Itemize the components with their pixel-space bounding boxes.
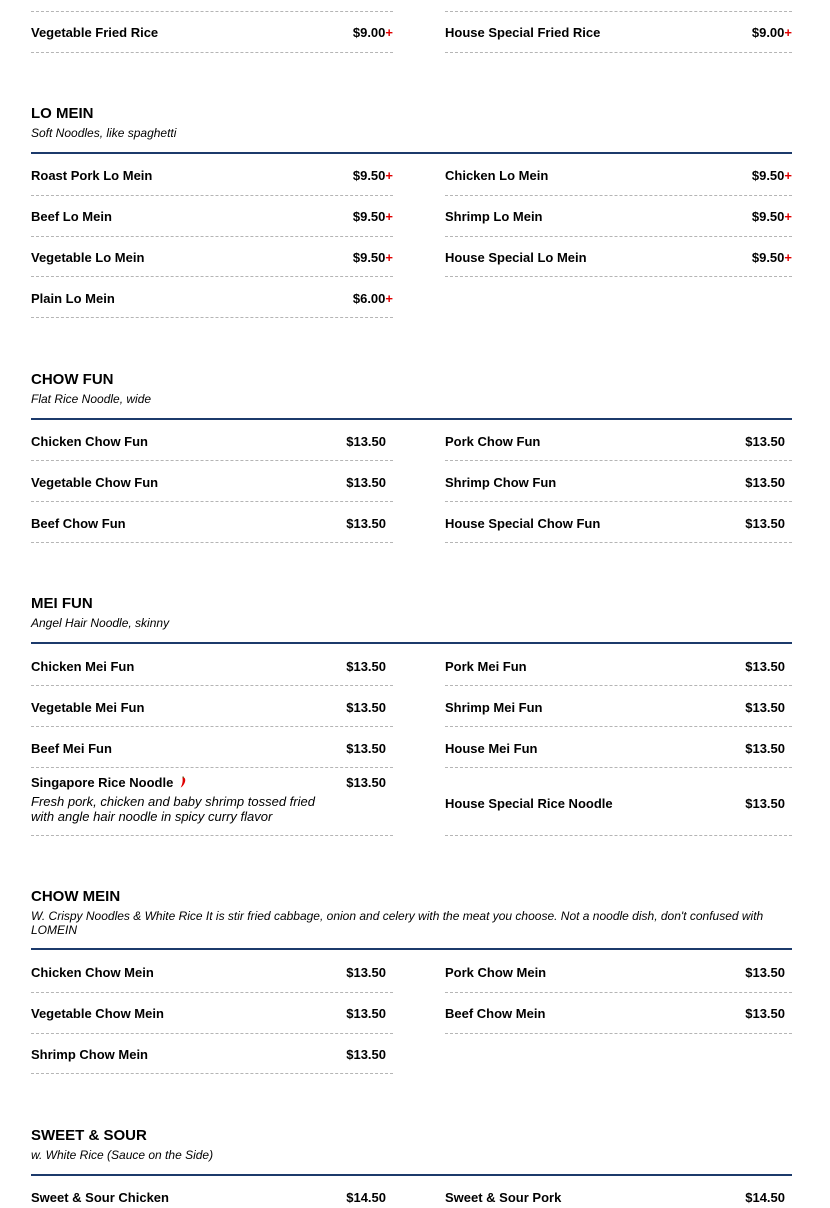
menu-item-price: $13.50	[346, 516, 386, 531]
menu-item[interactable]	[31, 12, 393, 53]
menu-item-name: Beef Chow Fun	[31, 516, 126, 531]
menu-item[interactable]	[445, 12, 792, 53]
menu-item[interactable]	[31, 420, 393, 461]
menu-item-name: Shrimp Mei Fun	[445, 700, 543, 715]
menu-item-name: House Special Lo Mein	[445, 250, 587, 265]
menu-item-price: $14.50	[346, 1190, 386, 1205]
section-subtitle: W. Crispy Noodles & White Rice It is stir fried cabbage, onion and celery with the meat you choose. Not a noodle dish, don't confused with LOMEIN	[31, 909, 764, 937]
section-divider	[31, 642, 792, 644]
menu-item[interactable]	[31, 993, 393, 1034]
menu-item-name: Shrimp Lo Mein	[445, 209, 543, 224]
menu-item[interactable]	[445, 686, 792, 727]
menu-item-name: Vegetable Fried Rice	[31, 25, 159, 40]
menu-item-price: $13.50	[346, 775, 386, 790]
menu-item-price: $13.50	[346, 1006, 386, 1021]
menu-item[interactable]	[31, 277, 393, 318]
menu-item-price: $13.50	[346, 1047, 386, 1062]
section-title: MEI FUN	[31, 595, 93, 612]
menu-item-name: Shrimp Chow Fun	[445, 475, 557, 490]
section-divider	[31, 948, 792, 950]
menu-item-name: Vegetable Chow Fun	[31, 475, 159, 490]
menu-item-name: Pork Chow Mein	[445, 965, 547, 980]
menu-item[interactable]	[445, 196, 792, 237]
menu-item-price: $13.50	[745, 434, 785, 449]
menu-item[interactable]	[31, 645, 393, 686]
menu-item-name: Vegetable Lo Mein	[31, 250, 145, 265]
menu-item[interactable]	[31, 1034, 393, 1074]
menu-item-price: $13.50	[745, 1006, 785, 1021]
menu-item-price: $14.50	[745, 1190, 785, 1205]
menu-item-name: House Special Fried Rice	[445, 25, 601, 40]
menu-item-price: $13.50	[745, 516, 785, 531]
menu-item-price: $13.50	[745, 741, 785, 756]
menu-item-price: $9.50+	[352, 168, 393, 183]
menu-item-price: $9.50+	[751, 168, 792, 183]
menu-item-price: $9.50+	[751, 209, 792, 224]
menu-item-name: Roast Pork Lo Mein	[31, 168, 153, 183]
menu-item[interactable]	[31, 952, 393, 993]
menu-item-price: $13.50	[745, 796, 785, 811]
menu-item[interactable]	[445, 0, 792, 12]
menu-item-name: House Mei Fun	[445, 741, 538, 756]
menu-item-price: $13.50	[745, 475, 785, 490]
section-divider	[31, 152, 792, 154]
menu-item-price: $13.50	[346, 965, 386, 980]
menu-item-name: Chicken Chow Fun	[31, 434, 148, 449]
menu-item[interactable]	[31, 461, 393, 502]
menu-item-name: Singapore Rice Noodle	[31, 775, 187, 790]
menu-item[interactable]	[31, 1177, 393, 1208]
menu-item-price: $13.50	[745, 965, 785, 980]
menu-item-name: House Special Rice Noodle	[445, 796, 613, 811]
menu-item-name: Chicken Mei Fun	[31, 659, 135, 674]
menu-item[interactable]	[445, 993, 792, 1034]
menu-item[interactable]	[31, 0, 393, 12]
menu-item-price: $13.50	[346, 700, 386, 715]
section-subtitle: Soft Noodles, like spaghetti	[31, 126, 177, 140]
section-title: SWEET & SOUR	[31, 1127, 147, 1144]
menu-item[interactable]	[31, 502, 393, 543]
menu-item-name: Plain Lo Mein	[31, 291, 115, 306]
menu-item-price: $13.50	[346, 434, 386, 449]
menu-item-name: Pork Chow Fun	[445, 434, 541, 449]
menu-item[interactable]	[445, 645, 792, 686]
section-divider	[31, 1174, 792, 1176]
menu-item-price: $13.50	[346, 475, 386, 490]
menu-item[interactable]	[31, 686, 393, 727]
menu-item-name: Vegetable Chow Mein	[31, 1006, 164, 1021]
menu-item-name: Beef Chow Mein	[445, 1006, 546, 1021]
menu-item-price: $13.50	[745, 700, 785, 715]
menu-item-name: House Special Chow Fun	[445, 516, 601, 531]
menu-item[interactable]	[445, 952, 792, 993]
section-subtitle: Angel Hair Noodle, skinny	[31, 616, 170, 630]
menu-item-price: $13.50	[346, 741, 386, 756]
menu-item-name: Pork Mei Fun	[445, 659, 527, 674]
section-title: CHOW MEIN	[31, 888, 121, 905]
section-subtitle: w. White Rice (Sauce on the Side)	[31, 1148, 214, 1162]
menu-item-name: Beef Lo Mein	[31, 209, 112, 224]
section-subtitle: Flat Rice Noodle, wide	[31, 392, 152, 406]
menu-item-description: Fresh pork, chicken and baby shrimp tossed fried with angle hair noodle in spicy curry flavor	[31, 794, 315, 824]
menu-item[interactable]	[31, 155, 393, 196]
menu-item[interactable]	[445, 1177, 792, 1208]
menu-item-price: $13.50	[745, 659, 785, 674]
menu-item[interactable]	[445, 155, 792, 196]
menu-item-name: Chicken Chow Mein	[31, 965, 154, 980]
chili-pepper-icon	[179, 776, 187, 788]
menu-item-name: Vegetable Mei Fun	[31, 700, 145, 715]
section-title: LO MEIN	[31, 105, 94, 122]
section-title: CHOW FUN	[31, 371, 114, 388]
menu-item-price: $13.50	[346, 659, 386, 674]
menu-item[interactable]	[445, 237, 792, 277]
menu-item[interactable]	[31, 768, 393, 836]
menu-item-price: $9.00+	[751, 25, 792, 40]
menu-item-name: Shrimp Chow Mein	[31, 1047, 148, 1062]
menu-item[interactable]	[445, 461, 792, 502]
menu-item-price: $6.00+	[352, 291, 393, 306]
menu-item[interactable]	[445, 502, 792, 543]
menu-item-name: Chicken Lo Mein	[445, 168, 549, 183]
menu-item-price: $9.50+	[352, 209, 393, 224]
menu-item[interactable]	[445, 420, 792, 461]
menu-item[interactable]	[31, 727, 393, 768]
menu-item-name: Beef Mei Fun	[31, 741, 112, 756]
menu-item-name: Sweet & Sour Chicken	[31, 1190, 169, 1205]
menu-item[interactable]	[31, 237, 393, 277]
menu-item-name: Sweet & Sour Pork	[445, 1190, 562, 1205]
menu-item-price: $9.00+	[352, 25, 393, 40]
menu-item-price: $9.50+	[352, 250, 393, 265]
menu-item[interactable]	[445, 727, 792, 768]
menu-item[interactable]	[31, 196, 393, 237]
menu-item-price: $9.50+	[751, 250, 792, 265]
menu-item[interactable]	[445, 768, 792, 836]
